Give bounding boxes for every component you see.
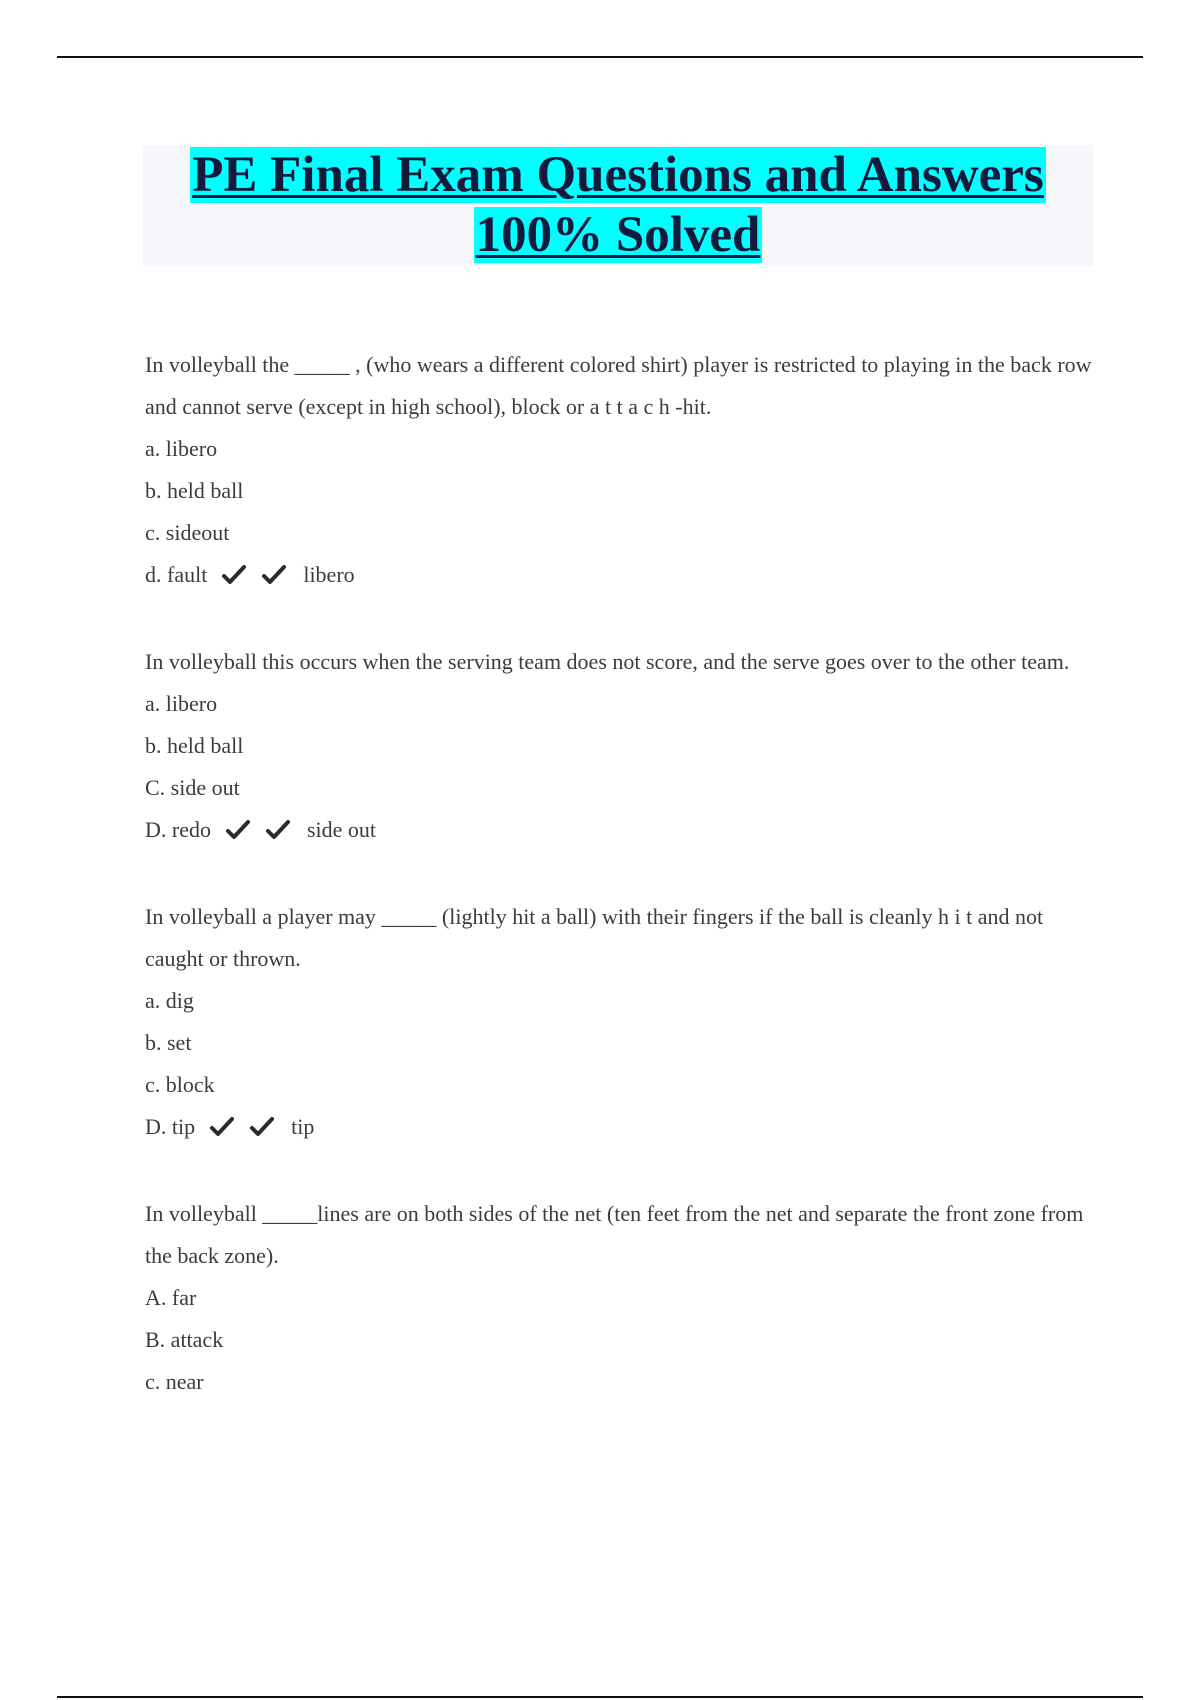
option-b: b. held ball [145,733,244,758]
option-a: a. libero [145,691,218,716]
option-d-with-answer [145,1106,1095,1148]
top-rule [57,56,1143,58]
title-banner [143,145,1093,266]
question-3 [145,896,1095,1148]
option-b: B. attack [145,1327,224,1352]
option-d-with-answer [145,809,1095,851]
question-text: In volleyball this occurs when the serving team does not score, and the serve goes over to the other team. [145,649,1070,674]
option-c: c. sideout [145,520,230,545]
answer-text: tip [291,1114,315,1139]
question-4 [145,1193,1095,1403]
option-d-with-answer [145,554,1095,596]
option-list [145,428,1095,596]
option-b: b. set [145,1030,192,1055]
page-title-line-2: 100% Solved [475,207,761,263]
option-a: a. dig [145,988,194,1013]
page-title-line-1: PE Final Exam Questions and Answers [192,147,1044,203]
option-c: c. near [145,1369,204,1394]
option-list [145,683,1095,851]
option-c: C. side out [145,775,240,800]
check-icon [265,818,291,842]
option-list [145,980,1095,1148]
option-a: a. libero [145,436,218,461]
question-text: In volleyball a player may _____ (lightly hit a ball) with their fingers if the ball is cleanly h i t and not caught or thrown. [145,904,1044,971]
question-2 [145,641,1095,851]
check-icon [261,563,287,587]
question-1 [145,344,1095,596]
question-list [145,344,1095,1448]
option-a: A. far [145,1285,197,1310]
option-d: D. tip [145,1114,196,1139]
check-icon [221,563,247,587]
check-icon [209,1115,235,1139]
question-text: In volleyball the _____ , (who wears a different colored shirt) player is restricted to playing in the back row and cannot serve (except in high school), block or a t t a c h -hit. [145,352,1092,419]
answer-text: libero [303,562,355,587]
option-d: D. redo [145,817,211,842]
option-c: c. block [145,1072,215,1097]
option-d: d. fault [145,562,208,587]
option-b: b. held ball [145,478,244,503]
answer-text: side out [306,817,377,842]
question-text: In volleyball _____lines are on both sides of the net (ten feet from the net and separate the front zone from the back zone). [145,1201,1084,1268]
bottom-rule [57,1696,1143,1698]
option-list [145,1277,1095,1403]
check-icon [249,1115,275,1139]
check-icon [225,818,251,842]
